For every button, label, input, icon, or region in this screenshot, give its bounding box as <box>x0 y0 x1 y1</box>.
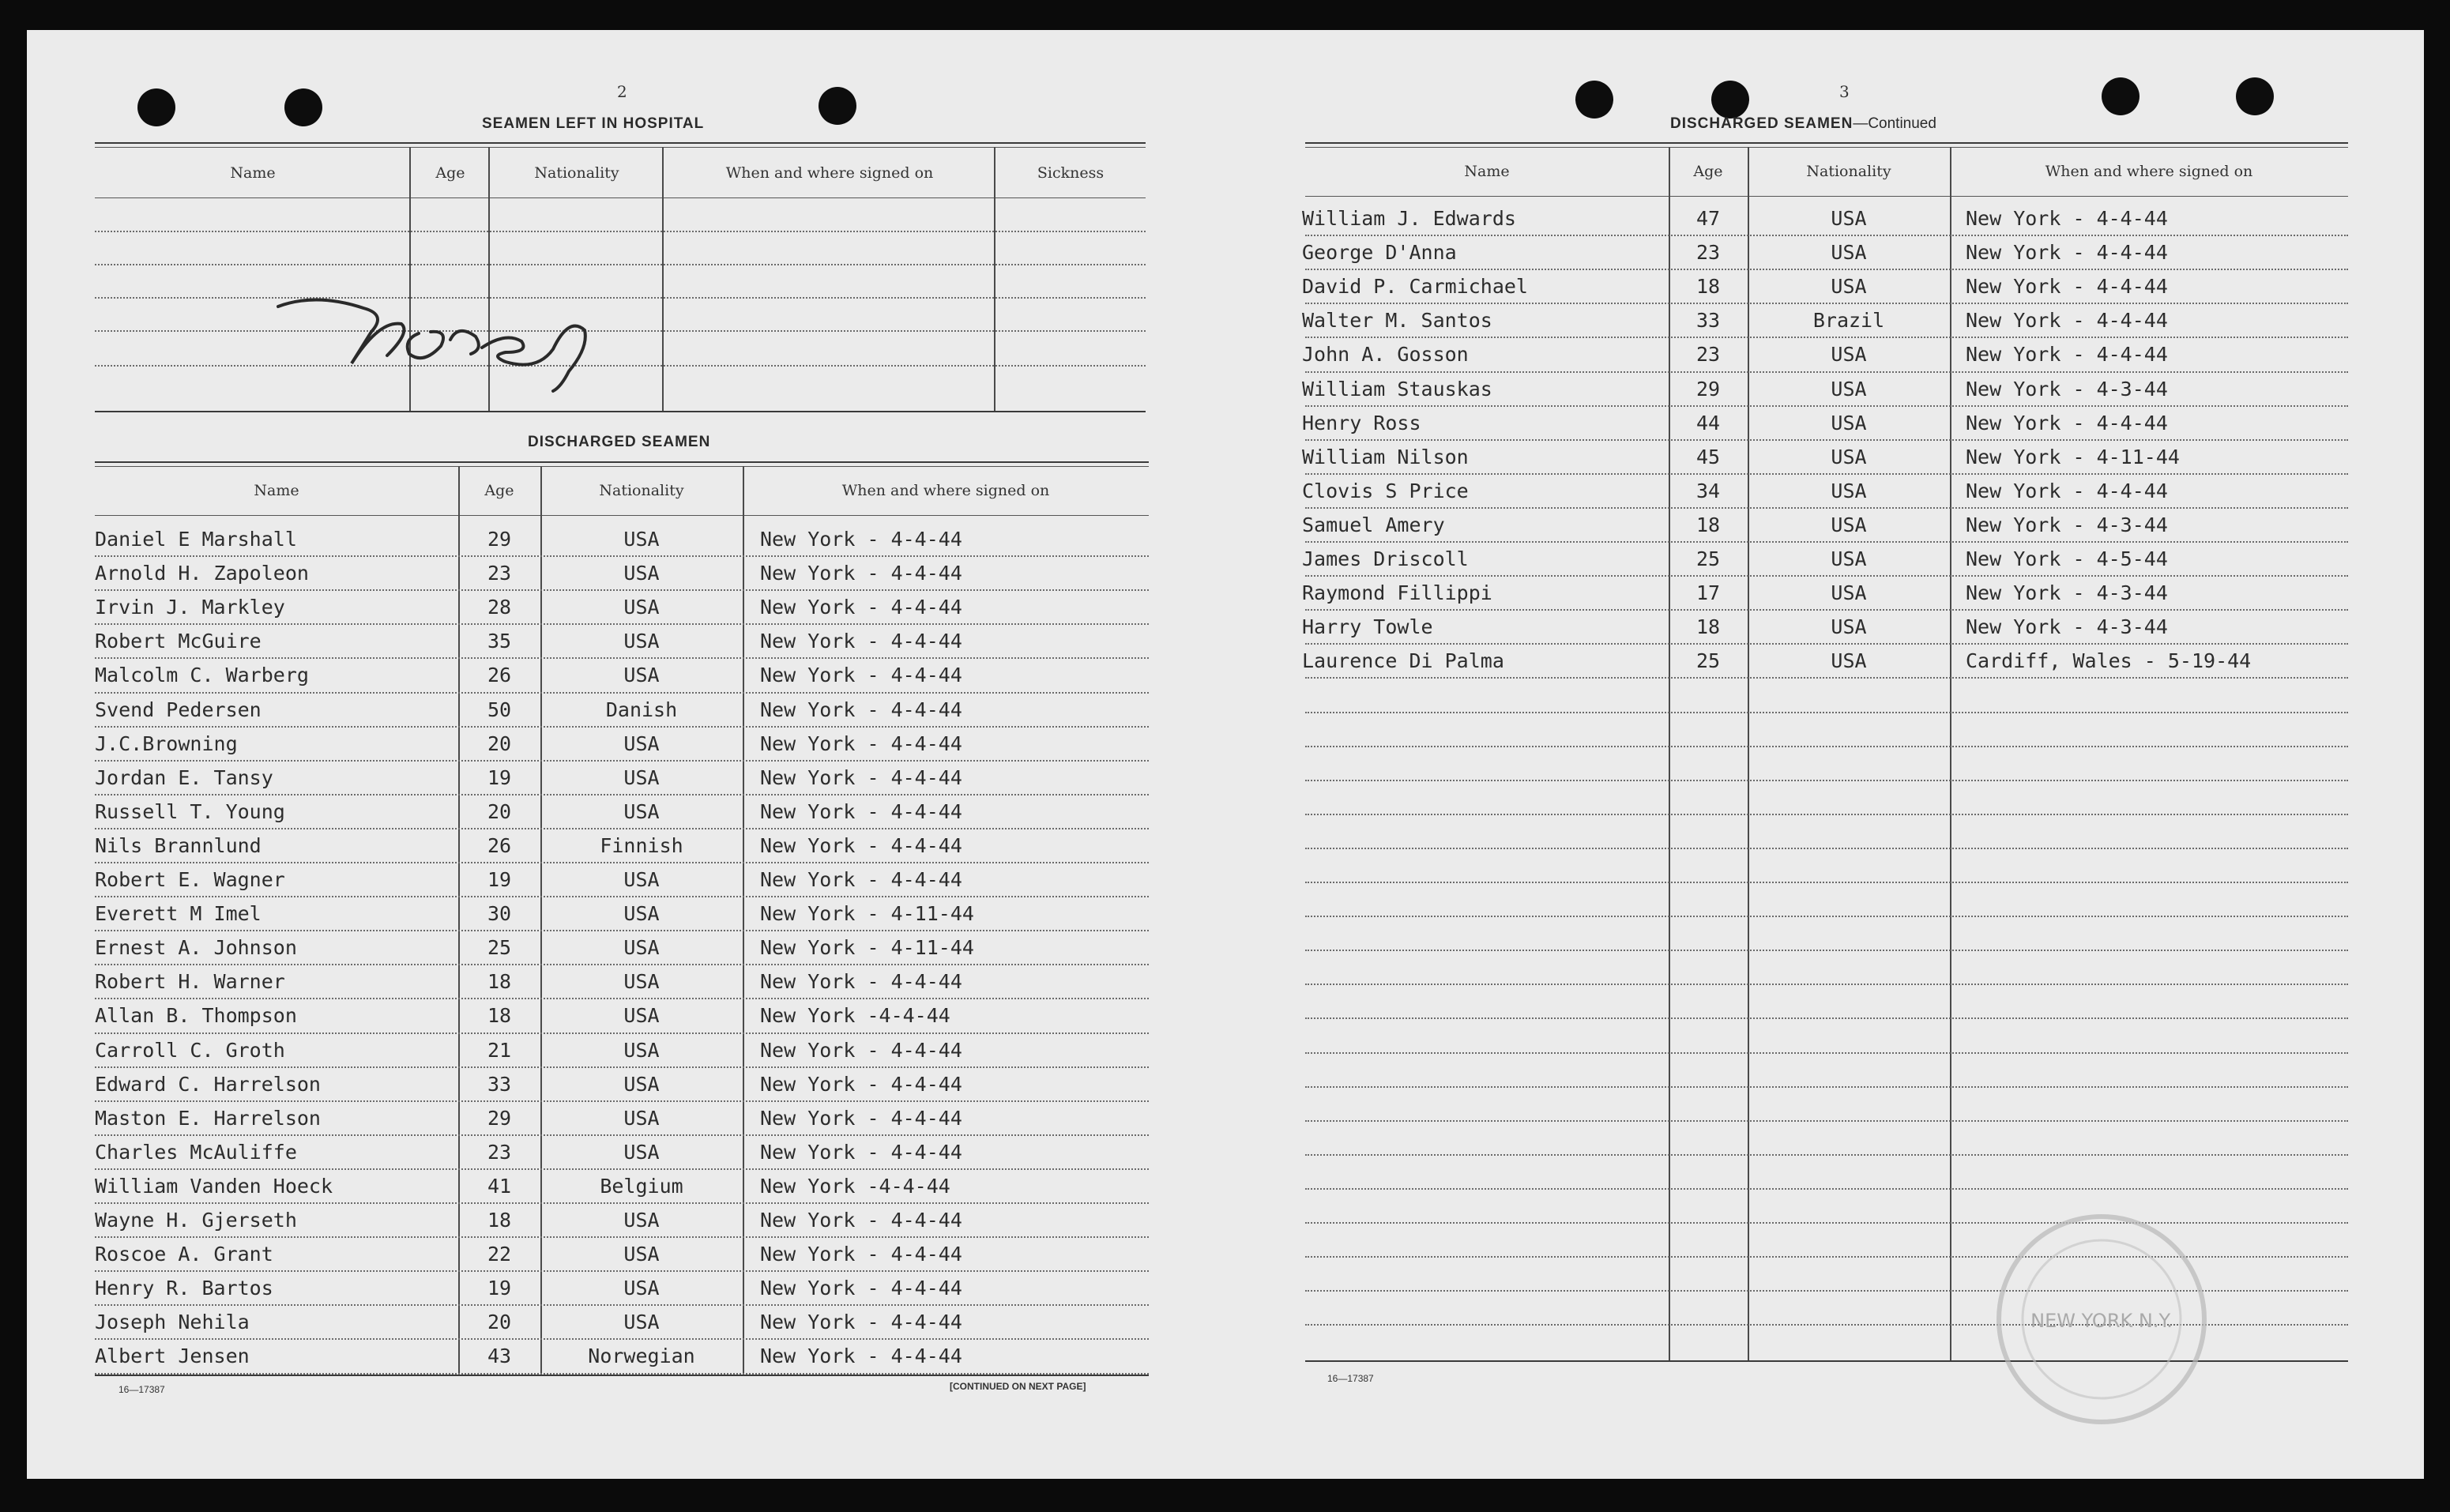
table-row <box>0 1273 1153 1307</box>
row-rule <box>1305 1188 2348 1190</box>
seaman-age: 23 <box>1695 343 1721 367</box>
row-rule <box>95 1032 1149 1034</box>
hospital-col-header: When and where signed on <box>725 164 934 182</box>
seaman-name: Laurence Di Palma <box>1302 649 1504 673</box>
row-rule <box>1305 1154 2348 1156</box>
seaman-age: 23 <box>487 562 512 585</box>
seaman-age: 17 <box>1695 581 1721 605</box>
seaman-signed-on: New York - 4-4-44 <box>760 528 962 551</box>
seaman-nationality: USA <box>1831 207 1867 230</box>
seaman-signed-on: New York - 4-4-44 <box>1966 207 2168 230</box>
seaman-age: 25 <box>487 936 512 960</box>
seaman-signed-on: New York - 4-4-44 <box>1966 309 2168 333</box>
seaman-name: George D'Anna <box>1302 241 1457 265</box>
row-rule <box>1305 712 2348 713</box>
row-rule <box>1305 609 2348 611</box>
official-stamp <box>1951 1193 2252 1449</box>
seaman-signed-on: New York - 4-3-44 <box>1966 513 2168 536</box>
seaman-age: 25 <box>1695 649 1721 673</box>
row-rule <box>1305 269 2348 270</box>
seaman-nationality: USA <box>1831 615 1867 639</box>
seaman-age: 18 <box>1695 513 1721 536</box>
seaman-nationality: USA <box>623 596 660 619</box>
seaman-name: Allan B. Thompson <box>95 1004 297 1028</box>
row-rule <box>1305 848 2348 849</box>
row-rule <box>1305 916 2348 917</box>
row-rule <box>1305 882 2348 883</box>
right-table-top-rule-2 <box>1305 147 2348 148</box>
table-row <box>0 510 2370 543</box>
seaman-nationality: USA <box>623 630 660 653</box>
table-row <box>0 272 2370 305</box>
seaman-name: Robert H. Warner <box>95 970 285 994</box>
discharged-table-bottom-rule <box>95 1375 1149 1376</box>
table-row <box>0 612 2370 645</box>
seaman-nationality: USA <box>623 1072 660 1096</box>
seaman-name: John A. Gosson <box>1302 343 1469 367</box>
seaman-name: Robert McGuire <box>95 630 262 653</box>
row-rule <box>1305 814 2348 815</box>
seaman-signed-on: New York - 4-4-44 <box>760 630 962 653</box>
table-row <box>0 204 2370 237</box>
seaman-signed-on: New York - 4-4-44 <box>760 1243 962 1266</box>
table-row <box>0 1239 1153 1273</box>
seaman-name: Malcolm C. Warberg <box>95 664 309 687</box>
row-rule <box>95 1168 1149 1170</box>
seaman-age: 47 <box>1695 207 1721 230</box>
table-row <box>0 797 1153 830</box>
seaman-signed-on: New York - 4-4-44 <box>760 664 962 687</box>
table-row <box>0 408 2370 442</box>
seaman-signed-on: New York - 4-3-44 <box>1966 615 2168 639</box>
seaman-signed-on: New York - 4-4-44 <box>760 1038 962 1062</box>
seaman-age: 26 <box>487 664 512 687</box>
seaman-age: 44 <box>1695 411 1721 434</box>
seaman-signed-on: New York - 4-4-44 <box>1966 241 2168 265</box>
row-rule <box>1305 405 2348 407</box>
seaman-signed-on: New York - 4-5-44 <box>1966 547 2168 570</box>
row-rule <box>95 998 1149 999</box>
seaman-name: Joseph Nehila <box>95 1311 250 1334</box>
seaman-nationality: USA <box>623 562 660 585</box>
table-row <box>0 729 1153 762</box>
page-number-right: 3 <box>1839 82 1850 101</box>
seaman-nationality: USA <box>623 936 660 960</box>
row-rule <box>1305 1120 2348 1122</box>
seaman-age: 29 <box>487 528 512 551</box>
seaman-nationality: USA <box>623 1277 660 1300</box>
seaman-name: Harry Towle <box>1302 615 1433 639</box>
seaman-nationality: Norwegian <box>588 1345 695 1368</box>
right-col-header: Age <box>1693 163 1723 180</box>
seaman-name: Henry R. Bartos <box>95 1277 273 1300</box>
seaman-age: 19 <box>487 868 512 891</box>
table-row <box>0 831 1153 864</box>
seaman-signed-on: New York - 4-11-44 <box>760 936 974 960</box>
row-rule <box>1305 303 2348 304</box>
seaman-age: 23 <box>1695 241 1721 265</box>
seaman-nationality: Brazil <box>1812 309 1885 333</box>
seaman-name: Walter M. Santos <box>1302 309 1492 333</box>
seaman-nationality: USA <box>1831 581 1867 605</box>
table-row <box>0 933 1153 966</box>
right-title-main: DISCHARGED SEAMEN <box>1670 115 1853 132</box>
table-row <box>0 865 1153 898</box>
seaman-name: William Nilson <box>1302 445 1469 468</box>
seaman-nationality: USA <box>1831 411 1867 434</box>
seaman-nationality: USA <box>1831 377 1867 401</box>
stamp-text: NEW YORK N.Y. <box>2030 1310 2173 1332</box>
seaman-name: Ernest A. Johnson <box>95 936 297 960</box>
row-rule <box>95 1338 1149 1340</box>
seaman-age: 43 <box>487 1345 512 1368</box>
discharged-col-header: Age <box>484 482 514 499</box>
punch-hole <box>819 87 856 125</box>
continued-note: [CONTINUED ON NEXT PAGE] <box>950 1381 1086 1392</box>
row-rule <box>1305 541 2348 543</box>
seaman-age: 20 <box>487 1311 512 1334</box>
table-row <box>0 1341 1153 1375</box>
table-row <box>0 578 2370 611</box>
seaman-signed-on: New York - 4-3-44 <box>1966 377 2168 401</box>
seaman-signed-on: New York -4-4-44 <box>760 1004 950 1028</box>
hospital-table-top-rule <box>95 142 1146 144</box>
seaman-name: Irvin J. Markley <box>95 596 285 619</box>
seaman-nationality: USA <box>1831 445 1867 468</box>
seaman-name: Charles McAuliffe <box>95 1140 297 1164</box>
punch-hole <box>284 88 322 126</box>
seaman-age: 20 <box>487 799 512 823</box>
form-number-left: 16—17387 <box>119 1384 165 1395</box>
seaman-signed-on: New York - 4-4-44 <box>760 1311 962 1334</box>
table-row <box>0 476 2370 510</box>
row-rule <box>1305 1052 2348 1054</box>
right-col-header: When and where signed on <box>2045 163 2253 180</box>
punch-hole <box>1575 81 1613 118</box>
seaman-age: 26 <box>487 833 512 857</box>
seaman-name: Roscoe A. Grant <box>95 1243 273 1266</box>
right-col-header: Name <box>1464 163 1510 180</box>
seaman-name: William Stauskas <box>1302 377 1492 401</box>
hospital-col-header: Age <box>435 164 465 182</box>
hospital-header-rule <box>95 197 1146 198</box>
seaman-signed-on: New York - 4-4-44 <box>760 1072 962 1096</box>
table-row <box>0 1070 1153 1103</box>
right-section-title <box>1670 115 1936 133</box>
hospital-section-title: SEAMEN LEFT IN HOSPITAL <box>482 115 705 132</box>
seaman-name: J.C.Browning <box>95 732 238 755</box>
seaman-name: Nils Brannlund <box>95 833 262 857</box>
row-rule <box>1305 677 2348 679</box>
seaman-signed-on: New York - 4-4-44 <box>760 833 962 857</box>
seaman-signed-on: New York - 4-3-44 <box>1966 581 2168 605</box>
row-rule <box>1305 1017 2348 1019</box>
seaman-name: Jordan E. Tansy <box>95 765 273 789</box>
seaman-nationality: USA <box>623 1004 660 1028</box>
page-number-left: 2 <box>617 82 627 101</box>
seaman-nationality: USA <box>623 902 660 926</box>
right-col-header: Nationality <box>1806 163 1891 180</box>
seaman-age: 35 <box>487 630 512 653</box>
seaman-name: Albert Jensen <box>95 1345 250 1368</box>
seaman-signed-on: New York - 4-4-44 <box>1966 411 2168 434</box>
row-rule <box>1305 337 2348 338</box>
seaman-nationality: Danish <box>605 698 678 721</box>
seaman-nationality: USA <box>623 664 660 687</box>
seaman-nationality: USA <box>1831 547 1867 570</box>
seaman-nationality: USA <box>1831 479 1867 502</box>
seaman-age: 18 <box>1695 615 1721 639</box>
seaman-name: David P. Carmichael <box>1302 275 1528 299</box>
seaman-signed-on: New York - 4-4-44 <box>760 698 962 721</box>
punch-hole <box>2236 77 2274 115</box>
seaman-name: Clovis S Price <box>1302 479 1469 502</box>
seaman-name: Everett M Imel <box>95 902 262 926</box>
table-row <box>0 1172 1153 1205</box>
punch-hole <box>2102 77 2140 115</box>
row-rule <box>95 862 1149 863</box>
seaman-signed-on: New York - 4-4-44 <box>760 765 962 789</box>
seaman-signed-on: New York - 4-4-44 <box>760 868 962 891</box>
seaman-age: 19 <box>487 765 512 789</box>
seaman-age: 45 <box>1695 445 1721 468</box>
seaman-age: 18 <box>487 1209 512 1232</box>
seaman-age: 28 <box>487 596 512 619</box>
row-rule <box>95 1100 1149 1102</box>
table-row <box>0 1205 1153 1239</box>
punch-hole <box>137 88 175 126</box>
seaman-age: 50 <box>487 698 512 721</box>
row-rule <box>1305 473 2348 475</box>
seaman-name: William Vanden Hoeck <box>95 1174 333 1198</box>
row-rule <box>95 1134 1149 1136</box>
row-rule <box>1305 780 2348 781</box>
seaman-nationality: USA <box>1831 241 1867 265</box>
row-rule <box>95 794 1149 795</box>
seaman-name: William J. Edwards <box>1302 207 1516 230</box>
discharged-section-title: DISCHARGED SEAMEN <box>528 434 711 450</box>
table-row <box>0 544 2370 577</box>
seaman-signed-on: New York - 4-4-44 <box>1966 275 2168 299</box>
table-row <box>0 1138 1153 1171</box>
table-row <box>0 1104 1153 1137</box>
seaman-age: 20 <box>487 732 512 755</box>
row-rule <box>1305 575 2348 577</box>
seaman-signed-on: New York - 4-4-44 <box>760 1140 962 1164</box>
table-row <box>0 374 2370 408</box>
seaman-nationality: USA <box>623 1140 660 1164</box>
seaman-signed-on: Cardiff, Wales - 5-19-44 <box>1966 649 2252 673</box>
seaman-nationality: USA <box>1831 343 1867 367</box>
seaman-signed-on: New York - 4-11-44 <box>760 902 974 926</box>
row-rule <box>95 1202 1149 1204</box>
seaman-signed-on: New York - 4-11-44 <box>1966 445 2180 468</box>
table-row <box>0 899 1153 932</box>
row-rule <box>1305 746 2348 747</box>
seaman-name: Raymond Fillippi <box>1302 581 1492 605</box>
seaman-signed-on: New York - 4-4-44 <box>760 1106 962 1130</box>
seaman-age: 25 <box>1695 547 1721 570</box>
seaman-age: 29 <box>487 1106 512 1130</box>
seaman-age: 18 <box>487 1004 512 1028</box>
seaman-nationality: Finnish <box>600 833 683 857</box>
seaman-name: Robert E. Wagner <box>95 868 285 891</box>
seaman-age: 34 <box>1695 479 1721 502</box>
seaman-nationality: USA <box>623 1311 660 1334</box>
seaman-name: Wayne H. Gjerseth <box>95 1209 297 1232</box>
discharged-col-header: Name <box>254 482 299 499</box>
row-rule <box>1305 984 2348 985</box>
seaman-nationality: USA <box>1831 513 1867 536</box>
hospital-col-header: Sickness <box>1037 164 1105 182</box>
seaman-age: 18 <box>1695 275 1721 299</box>
seaman-age: 33 <box>1695 309 1721 333</box>
hospital-col-header: Name <box>230 164 276 182</box>
seaman-age: 23 <box>487 1140 512 1164</box>
seaman-nationality: USA <box>623 1038 660 1062</box>
row-rule <box>95 1270 1149 1272</box>
table-row <box>0 1001 1153 1034</box>
seaman-nationality: USA <box>623 868 660 891</box>
seaman-signed-on: New York - 4-4-44 <box>1966 343 2168 367</box>
seaman-nationality: USA <box>623 528 660 551</box>
table-row <box>0 967 1153 1000</box>
row-rule <box>95 964 1149 965</box>
seaman-age: 29 <box>1695 377 1721 401</box>
table-row <box>0 238 2370 271</box>
table-row <box>0 695 1153 728</box>
row-rule <box>95 692 1149 694</box>
seaman-signed-on: New York - 4-4-44 <box>760 970 962 994</box>
row-rule <box>95 726 1149 728</box>
seaman-signed-on: New York - 4-4-44 <box>1966 479 2168 502</box>
right-table-top-rule <box>1305 142 2348 144</box>
table-row <box>0 1036 1153 1069</box>
seaman-name: Carroll C. Groth <box>95 1038 285 1062</box>
seaman-age: 18 <box>487 970 512 994</box>
right-header-rule <box>1305 196 2348 197</box>
seaman-nationality: USA <box>623 1243 660 1266</box>
seaman-name: Arnold H. Zapoleon <box>95 562 309 585</box>
seaman-signed-on: New York - 4-4-44 <box>760 1345 962 1368</box>
form-number-right: 16—17387 <box>1327 1373 1374 1384</box>
seaman-signed-on: New York - 4-4-44 <box>760 596 962 619</box>
row-rule <box>95 1236 1149 1238</box>
seaman-name: Henry Ross <box>1302 411 1421 434</box>
table-row <box>0 646 2370 679</box>
row-rule <box>95 1304 1149 1306</box>
seaman-age: 22 <box>487 1243 512 1266</box>
row-rule <box>1305 1086 2348 1088</box>
seaman-nationality: USA <box>1831 649 1867 673</box>
right-title-suffix: —Continued <box>1853 115 1936 132</box>
seaman-nationality: USA <box>623 970 660 994</box>
discharged-col-header: Nationality <box>599 482 684 499</box>
row-rule <box>95 896 1149 897</box>
seaman-name: James Driscoll <box>1302 547 1469 570</box>
table-row <box>0 306 2370 339</box>
seaman-nationality: USA <box>1831 275 1867 299</box>
row-rule <box>95 930 1149 931</box>
seaman-name: Maston E. Harrelson <box>95 1106 321 1130</box>
seaman-signed-on: New York - 4-4-44 <box>760 562 962 585</box>
row-rule <box>1305 235 2348 236</box>
row-rule <box>95 828 1149 829</box>
row-rule <box>1305 643 2348 645</box>
seaman-name: Svend Pedersen <box>95 698 262 721</box>
hospital-col-header: Nationality <box>534 164 619 182</box>
table-row <box>0 442 2370 476</box>
seaman-nationality: USA <box>623 799 660 823</box>
seaman-name: Edward C. Harrelson <box>95 1072 321 1096</box>
seaman-nationality: USA <box>623 1209 660 1232</box>
seaman-name: Russell T. Young <box>95 799 285 823</box>
seaman-name: Daniel E Marshall <box>95 528 297 551</box>
row-rule <box>95 760 1149 762</box>
row-rule <box>1305 950 2348 951</box>
table-row <box>0 340 2370 373</box>
discharged-col-header: When and where signed on <box>841 482 1050 499</box>
seaman-signed-on: New York -4-4-44 <box>760 1174 950 1198</box>
seaman-age: 41 <box>487 1174 512 1198</box>
seaman-nationality: USA <box>623 765 660 789</box>
seaman-nationality: Belgium <box>600 1174 683 1198</box>
seaman-nationality: USA <box>623 732 660 755</box>
seaman-signed-on: New York - 4-4-44 <box>760 799 962 823</box>
seaman-age: 30 <box>487 902 512 926</box>
table-row <box>0 763 1153 796</box>
punch-hole <box>1711 81 1749 118</box>
seaman-signed-on: New York - 4-4-44 <box>760 732 962 755</box>
table-row <box>0 1307 1153 1341</box>
seaman-age: 33 <box>487 1072 512 1096</box>
hospital-table-top-rule-2 <box>95 147 1146 148</box>
seaman-age: 19 <box>487 1277 512 1300</box>
row-rule <box>1305 507 2348 509</box>
row-rule <box>95 1066 1149 1068</box>
row-rule <box>1305 371 2348 373</box>
seaman-signed-on: New York - 4-4-44 <box>760 1277 962 1300</box>
row-rule <box>1305 439 2348 441</box>
seaman-nationality: USA <box>623 1106 660 1130</box>
seaman-age: 21 <box>487 1038 512 1062</box>
seaman-signed-on: New York - 4-4-44 <box>760 1209 962 1232</box>
seaman-name: Samuel Amery <box>1302 513 1445 536</box>
